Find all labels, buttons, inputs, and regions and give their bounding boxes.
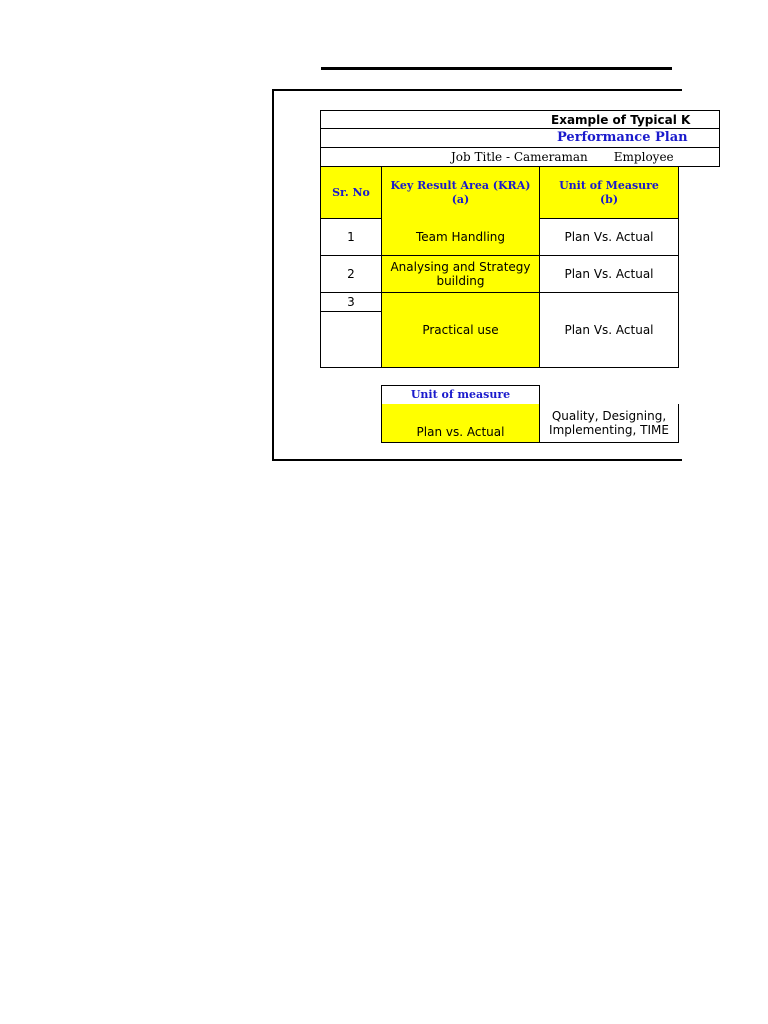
col-header-uom-line2: (b)	[599, 192, 619, 206]
col-header-sr-no	[320, 167, 382, 219]
performance-plan-text: Performance Plan	[557, 130, 688, 145]
sheet-title	[320, 110, 720, 129]
row-3-uom-text: Plan Vs. Actual	[564, 323, 654, 337]
table-row-3-kra	[381, 292, 540, 368]
legend-definition	[539, 404, 679, 443]
table-row-1-kra	[381, 218, 540, 256]
row-3-sr-text: 3	[347, 295, 355, 309]
table-row-2-sr	[320, 255, 382, 293]
job-title-text: Job Title - Cameraman	[451, 150, 588, 164]
table-row-1-sr	[320, 218, 382, 256]
row-3-kra-text: Practical use	[422, 323, 499, 337]
legend-definition-line1: Quality, Designing,	[551, 409, 667, 423]
row-2-uom-text: Plan Vs. Actual	[564, 267, 654, 281]
sheet-title-text: Example of Typical K	[551, 112, 691, 127]
col-header-kra-line1: Key Result Area (KRA)	[390, 178, 531, 192]
col-header-kra-line2: (a)	[451, 192, 470, 206]
table-row-3-sr	[320, 292, 382, 312]
job-title-row	[320, 148, 720, 167]
legend-header-text: Unit of measure	[410, 388, 511, 401]
legend-definition-line2: Implementing, TIME	[549, 423, 669, 437]
row-1-kra-text: Team Handling	[415, 229, 506, 244]
row-2-sr-text: 2	[347, 267, 355, 281]
col-header-sr-no-text: Sr. No	[332, 185, 370, 199]
table-row-3-sr-blank	[320, 311, 382, 368]
table-row-1-uom	[539, 218, 679, 256]
legend-header	[381, 385, 540, 405]
row-2-kra-line2: building	[436, 274, 485, 288]
col-header-uom-line1: Unit of Measure	[559, 178, 659, 192]
table-row-2-kra	[381, 255, 540, 293]
performance-plan-heading	[320, 129, 720, 148]
col-header-unit-of-measure	[539, 167, 679, 219]
row-1-uom-text: Plan Vs. Actual	[564, 229, 654, 244]
table-row-3-uom	[539, 292, 679, 368]
legend-term	[381, 404, 540, 443]
row-1-sr-text: 1	[347, 229, 355, 244]
employee-label: Employee	[613, 150, 674, 164]
row-2-kra-line1: Analysing and Strategy	[390, 260, 531, 274]
legend-term-text: Plan vs. Actual	[416, 425, 505, 439]
col-header-kra	[381, 167, 540, 219]
table-row-2-uom	[539, 255, 679, 293]
